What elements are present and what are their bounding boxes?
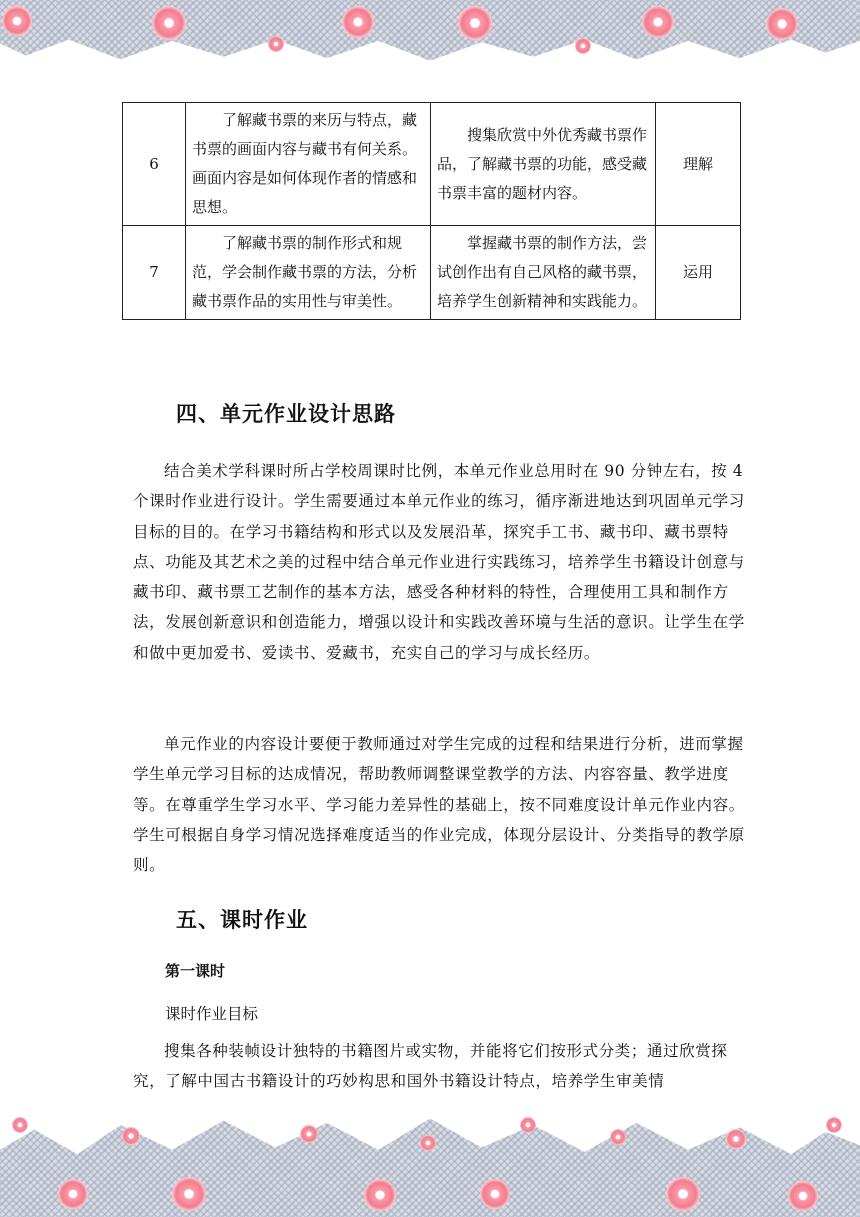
- flower-icon: [420, 1135, 436, 1151]
- flower-icon: [726, 1129, 746, 1149]
- flower-icon: [766, 8, 798, 40]
- flower-icon: [364, 1179, 396, 1211]
- level-cell: 理解: [656, 103, 741, 226]
- flower-icon: [642, 6, 674, 38]
- flower-icon: [610, 1129, 626, 1145]
- section-heading-5: 五、课时作业: [176, 908, 308, 932]
- row-number: 7: [123, 226, 186, 320]
- flower-icon: [2, 6, 32, 36]
- unit-goals-table: [122, 102, 741, 320]
- flower-icon: [122, 1127, 140, 1145]
- table-row: [123, 226, 741, 320]
- flower-icon: [152, 6, 186, 40]
- flower-icon: [172, 1177, 206, 1211]
- flower-icon: [458, 6, 492, 40]
- flower-icon: [826, 1117, 842, 1133]
- goal-label: 课时作业目标: [165, 1005, 259, 1023]
- content-cell: 了解藏书票的制作形式和规范，学会制作藏书票的方法，分析藏书票作品的实用性与审美性。: [186, 226, 431, 320]
- flower-icon: [520, 1117, 536, 1133]
- flower-icon: [58, 1179, 88, 1209]
- decorative-lace-border-top: [0, 0, 860, 66]
- table-row: [123, 103, 741, 226]
- paragraph: 搜集各种装帧设计独特的书籍图片或实物，并能将它们按形式分类；通过欣赏探究，了解中国古书籍设计的巧妙构思和国外书籍设计特点，培养学生审美情: [133, 1042, 728, 1091]
- flower-icon: [666, 1177, 700, 1211]
- row-number: 6: [123, 103, 186, 226]
- content-cell: 了解藏书票的来历与特点，藏书票的画面内容与藏书有何关系。画面内容是如何体现作者的情感和思想。: [186, 103, 431, 226]
- section-heading-4: 四、单元作业设计思路: [176, 402, 396, 426]
- paragraph: 单元作业的内容设计要便于教师通过对学生完成的过程和结果进行分析，进而掌握学生单元学习目标的达成情况，帮助教师调整课堂教学的方法、内容容量、教学进度等。在尊重学生学习水平、学习能力差异性的基础上，按不同难度设计单元作业内容。学生可根据自身学习情况选择难度适当的作业完成，体现分层设计、分类指导的教学原则。: [133, 735, 745, 875]
- flower-icon: [480, 1179, 510, 1209]
- flower-icon: [12, 1117, 28, 1133]
- paragraph: 结合美术学科课时所占学校周课时比例，本单元作业总用时在 90 分钟左右，按 4 个课时作业进行设计。学生需要通过本单元作业的练习，循序渐进地达到巩固单元学习目标的目的。在学习书籍结构和形式以及发展沿革，探究手工书、藏书印、藏书票特点、功能及其艺术之美的过程中结合单元作业进行实践练习，培养学生书籍设计创意与藏书印、藏书票工艺制作的基本方法，感受各种材料的特性，合理使用工具和制作方法，发展创新意识和创造能力，增强以设计和实践改善环境与生活的意识。让学生在学和做中更加爱书、爱读书、爱藏书，充实自己的学习与成长经历。: [133, 462, 745, 662]
- flower-icon: [342, 6, 374, 38]
- flower-icon: [788, 1181, 818, 1211]
- decorative-lace-border-bottom: [0, 1105, 860, 1217]
- lesson-title: 第一课时: [165, 962, 226, 980]
- flower-icon: [268, 36, 284, 52]
- flower-icon: [300, 1125, 318, 1143]
- activity-cell: 掌握藏书票的制作方法，尝试创作出有自己风格的藏书票，培养学生创新精神和实践能力。: [431, 226, 656, 320]
- activity-cell: 搜集欣赏中外优秀藏书票作品，了解藏书票的功能，感受藏书票丰富的题材内容。: [431, 103, 656, 226]
- level-cell: 运用: [656, 226, 741, 320]
- flower-icon: [575, 38, 591, 54]
